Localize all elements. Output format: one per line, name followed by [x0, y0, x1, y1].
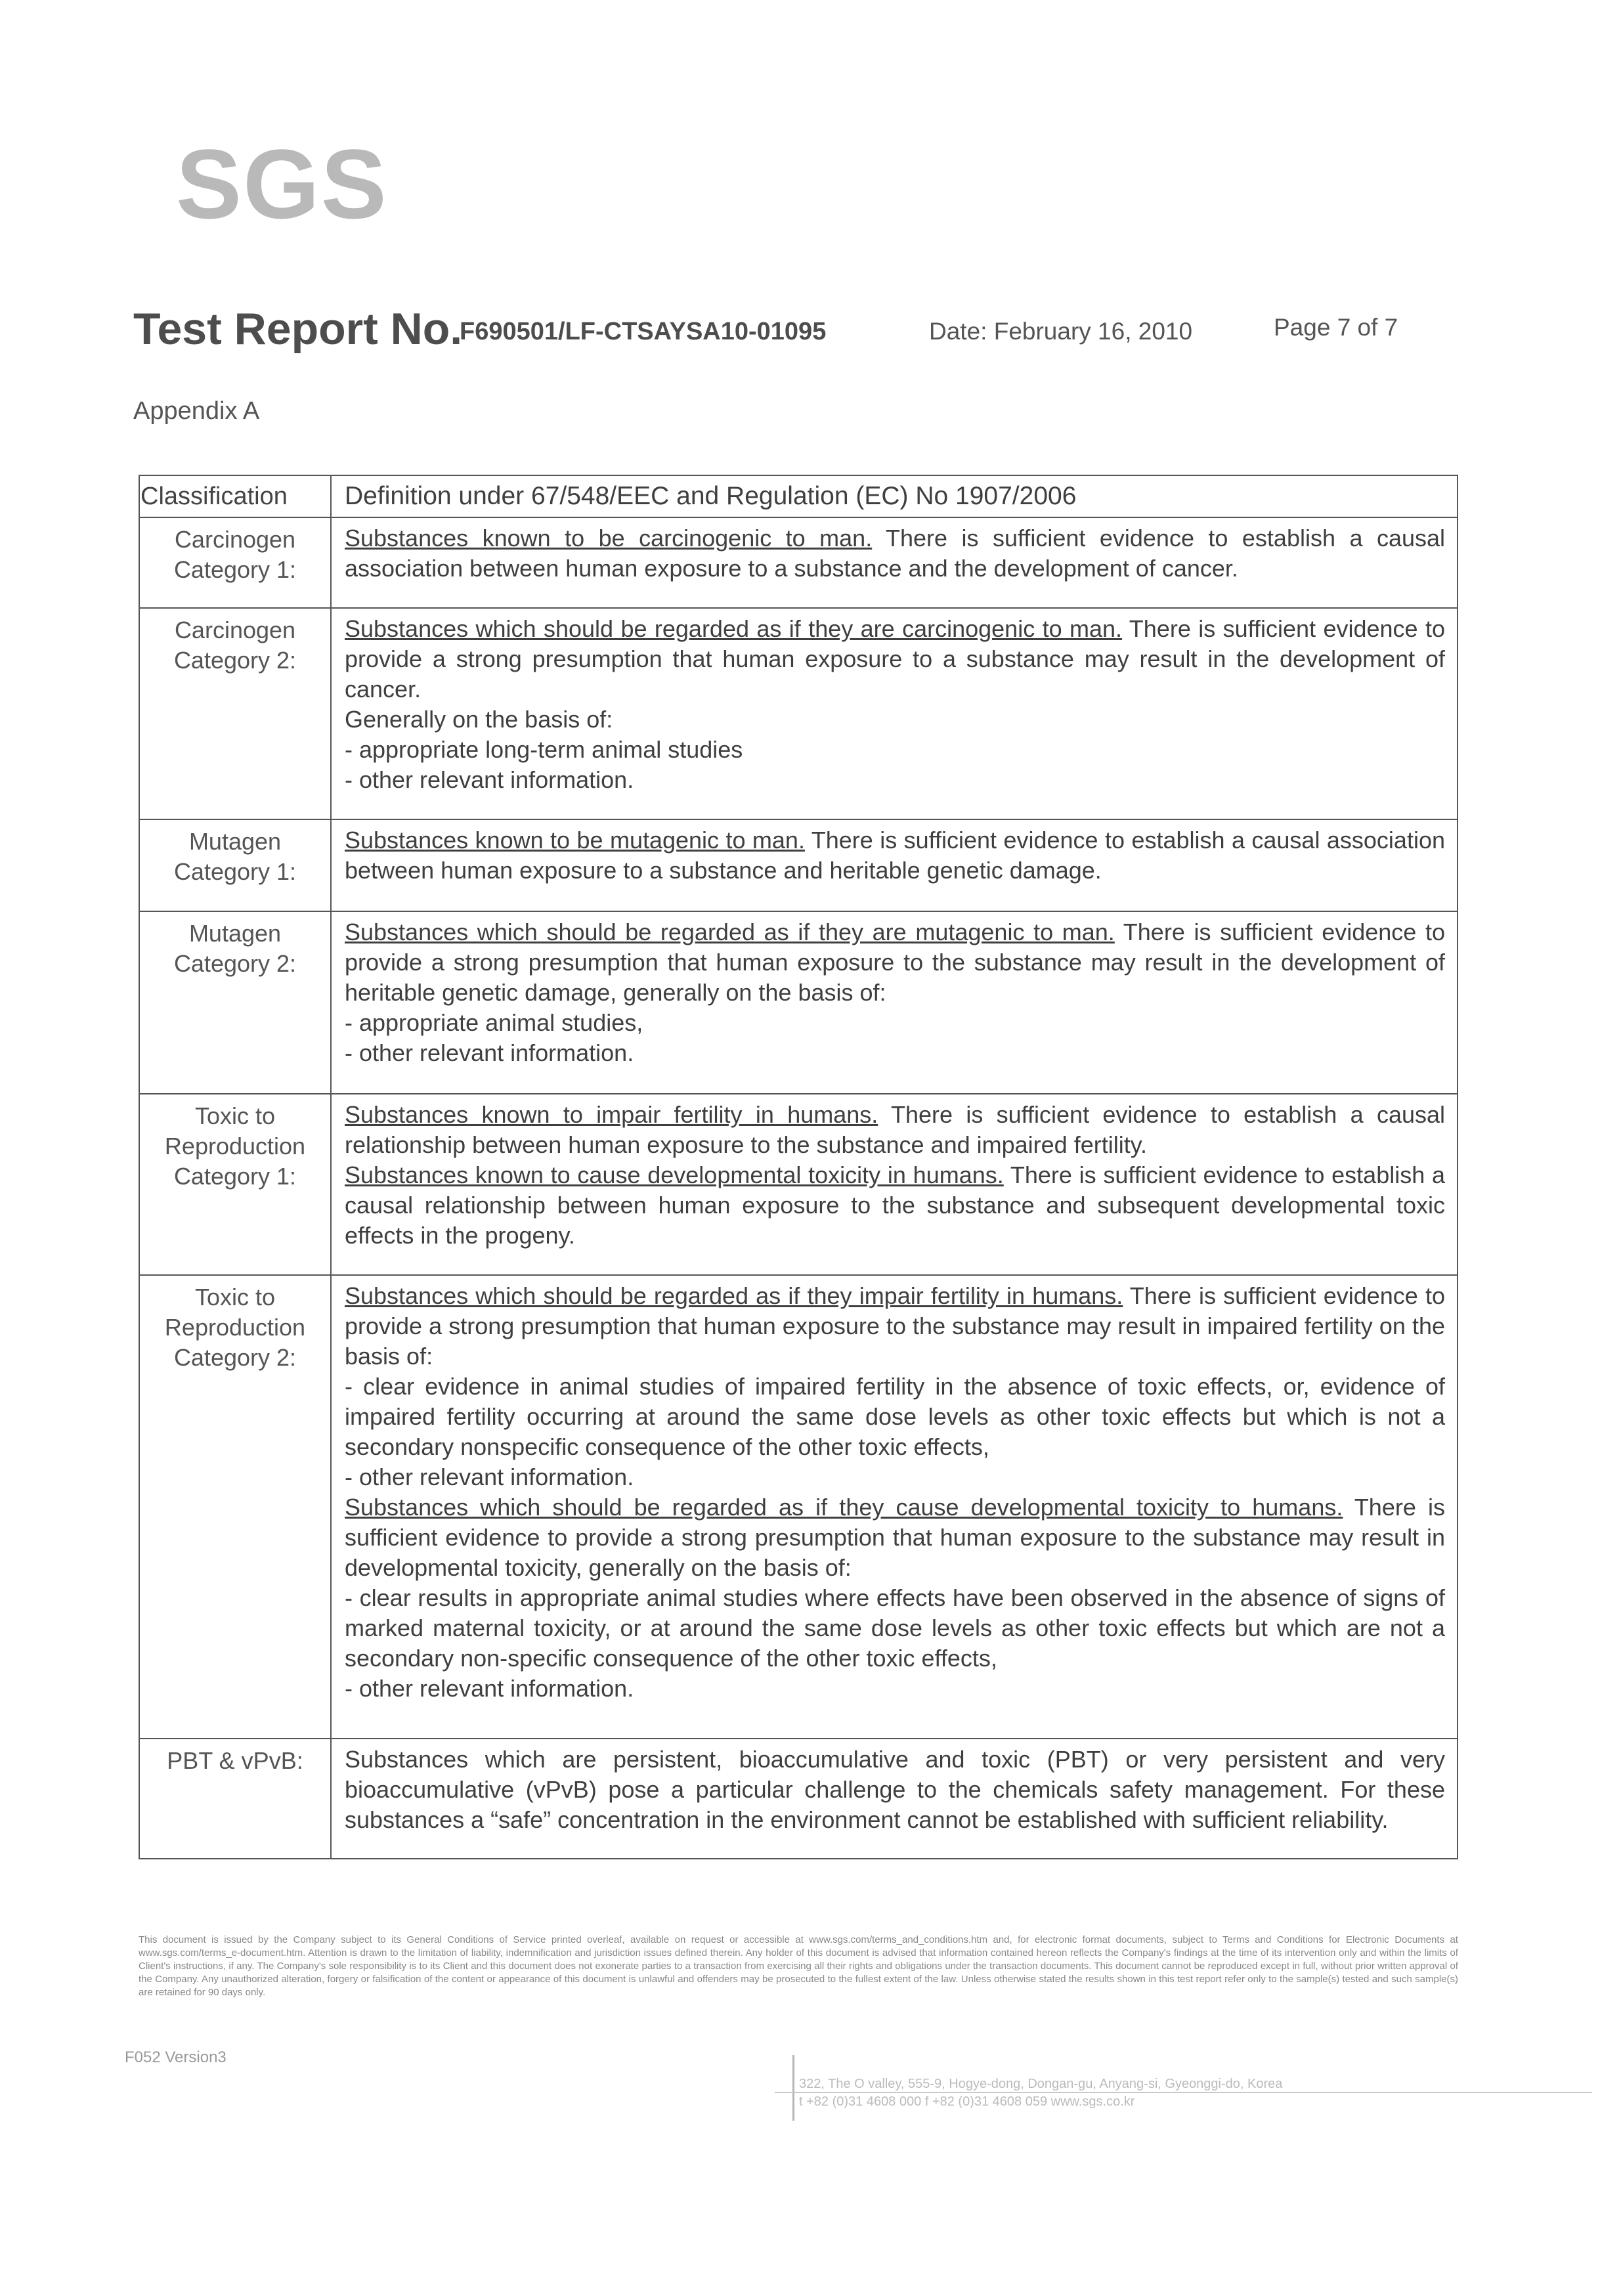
- report-number: F690501/LF-CTSAYSA10-01095: [460, 318, 827, 345]
- definition-line: - clear evidence in animal studies of impaired fertility in the absence of toxic effects, or, evidence of impaired fertility occurring at around the same dose levels as other toxic effects but which is not a secondary nonspecific consequence of the other toxic effects,: [345, 1373, 1445, 1460]
- definition-line: - clear results in appropriate animal studies where effects have been observed in the absence of signs of marked maternal toxicity, or at around the same dose levels as other toxic effects but which are not a secondary non-specific consequence of the other toxic effects,: [345, 1584, 1445, 1672]
- table-row: [139, 1094, 1458, 1275]
- definition-lead: Substances known to be carcinogenic to man.: [345, 525, 873, 552]
- classification-cell: PBT & vPvB:: [139, 1739, 331, 1859]
- definition-line: - other relevant information.: [345, 766, 634, 793]
- definition-lead-2: Substances known to cause developmental toxicity in humans.: [345, 1161, 1004, 1188]
- footer-divider-vertical: [792, 2055, 794, 2121]
- classification-cell: Carcinogen Category 1:: [139, 517, 331, 608]
- company-contact: t +82 (0)31 4608 000 f +82 (0)31 4608 059 www.sgs.co.kr: [799, 2094, 1135, 2109]
- table-row: [139, 608, 1458, 819]
- definition-line: - other relevant information.: [345, 1463, 634, 1490]
- report-date: Date: February 16, 2010: [929, 318, 1193, 345]
- classification-cell: Toxic to Reproduction Category 2:: [139, 1275, 331, 1739]
- definition-text: There is sufficient evidence to establish a causal association between human exposure to a substance and heritable genetic damage.: [345, 827, 1445, 884]
- definition-lead: Substances known to be mutagenic to man.: [345, 827, 805, 854]
- footer-divider-horizontal: [775, 2092, 1592, 2093]
- definition-text: There is sufficient evidence to provide a strong presumption that human exposure to the substance may result in the development of heritable genetic damage, generally on the basis of:: [345, 919, 1445, 1006]
- definition-text: Substances which are persistent, bioaccumulative and toxic (PBT) or very persistent and very bioaccumulative (vPvB) pose a particular challenge to the chemicals safety management. For these substances a “safe” concentration in the environment cannot be established with sufficient reliability.: [345, 1746, 1445, 1833]
- table-row: [139, 911, 1458, 1094]
- definition-line: Generally on the basis of:: [345, 706, 613, 733]
- report-title: Test Report No.: [133, 304, 463, 354]
- definition-cell: [331, 608, 1458, 819]
- definition-cell: [331, 1094, 1458, 1275]
- page-indicator: Page 7 of 7: [1274, 314, 1398, 341]
- definition-line: - appropriate long-term animal studies: [345, 736, 743, 763]
- definition-line: - other relevant information.: [345, 1675, 634, 1702]
- definition-text: There is sufficient evidence to establish a causal relationship between human exposure to the substance and impaired fertility.: [345, 1101, 1446, 1158]
- classification-cell: Mutagen Category 1:: [139, 819, 331, 911]
- definition-line: - appropriate animal studies,: [345, 1009, 643, 1036]
- definition-text: There is sufficient evidence to provide a strong presumption that human exposure to a substance may result in the development of cancer.: [345, 615, 1445, 703]
- report-header: [133, 303, 1512, 356]
- definition-text: There is sufficient evidence to provide a strong presumption that human exposure to the substance may result in impaired fertility on the basis of:: [345, 1282, 1445, 1370]
- legal-disclaimer: This document is issued by the Company subject to its General Conditions of Service printed overleaf, available on request or accessible at www.sgs.com/terms_and_conditions.htm and, for electronic format documents, subject to Terms and Conditions for Electronic Documents at www.sgs.com/terms_e-document.htm. Attention is drawn to the limitation of liability, indemnification and jurisdiction issues defined therein. Any holder of this document is advised that information contained hereon reflects the Company's findings at the time of its intervention only and within the limits of Client's instructions, if any. The Company's sole responsibility is to its Client and this document does not exonerate parties to a transaction from exercising all their rights and obligations under the transaction documents. This document cannot be reproduced except in full, without prior written approval of the Company. Any unauthorized alteration, forgery or falsification of the content or appearance of this document is unlawful and offenders may be prosecuted to the fullest extent of the law. Unless otherwise stated the results shown in this test report refer only to the sample(s) tested and such sample(s) are retained for 90 days only.: [139, 1934, 1458, 1998]
- classification-cell: Toxic to Reproduction Category 1:: [139, 1094, 331, 1275]
- definition-cell: [331, 1739, 1458, 1859]
- classification-cell: Carcinogen Category 2:: [139, 608, 331, 819]
- classification-cell: Mutagen Category 2:: [139, 911, 331, 1094]
- form-version: F052 Version3: [125, 2048, 227, 2066]
- definition-lead: Substances which should be regarded as if they are carcinogenic to man.: [345, 615, 1123, 642]
- definition-line: - other relevant information.: [345, 1039, 634, 1066]
- definition-cell: [331, 1275, 1458, 1739]
- definition-cell: [331, 517, 1458, 608]
- table-row: [139, 1739, 1458, 1859]
- classification-table: [139, 475, 1458, 1859]
- definition-cell: [331, 911, 1458, 1094]
- definition-text: There is sufficient evidence to establish a causal association between human exposure to a substance and the development of cancer.: [345, 525, 1446, 582]
- table-row: [139, 819, 1458, 911]
- definition-lead-2: Substances which should be regarded as if they cause developmental toxicity to humans.: [345, 1494, 1343, 1521]
- definition-text-2: There is sufficient evidence to provide a strong presumption that human exposure to the substance may result in developmental toxicity, generally on the basis of:: [345, 1494, 1445, 1581]
- table-row: [139, 1275, 1458, 1739]
- classification-header: Classification: [139, 475, 331, 517]
- definition-text-2: There is sufficient evidence to establish a causal relationship between human exposure to the substance and subsequent developmental toxic effects in the progeny.: [345, 1161, 1445, 1249]
- table-row: [139, 517, 1458, 608]
- table-header-row: [139, 475, 1458, 517]
- definition-lead: Substances known to impair fertility in humans.: [345, 1101, 878, 1128]
- sgs-logo: SGS: [176, 129, 388, 239]
- definition-cell: [331, 819, 1458, 911]
- appendix-label: Appendix A: [133, 397, 260, 425]
- definition-lead: Substances which should be regarded as if they are mutagenic to man.: [345, 919, 1115, 945]
- definition-header: Definition under 67/548/EEC and Regulation (EC) No 1907/2006: [331, 475, 1458, 517]
- definition-lead: Substances which should be regarded as if they impair fertility in humans.: [345, 1282, 1123, 1309]
- company-address: 322, The O valley, 555-9, Hogye-dong, Dongan-gu, Anyang-si, Gyeonggi-do, Korea: [799, 2077, 1283, 2091]
